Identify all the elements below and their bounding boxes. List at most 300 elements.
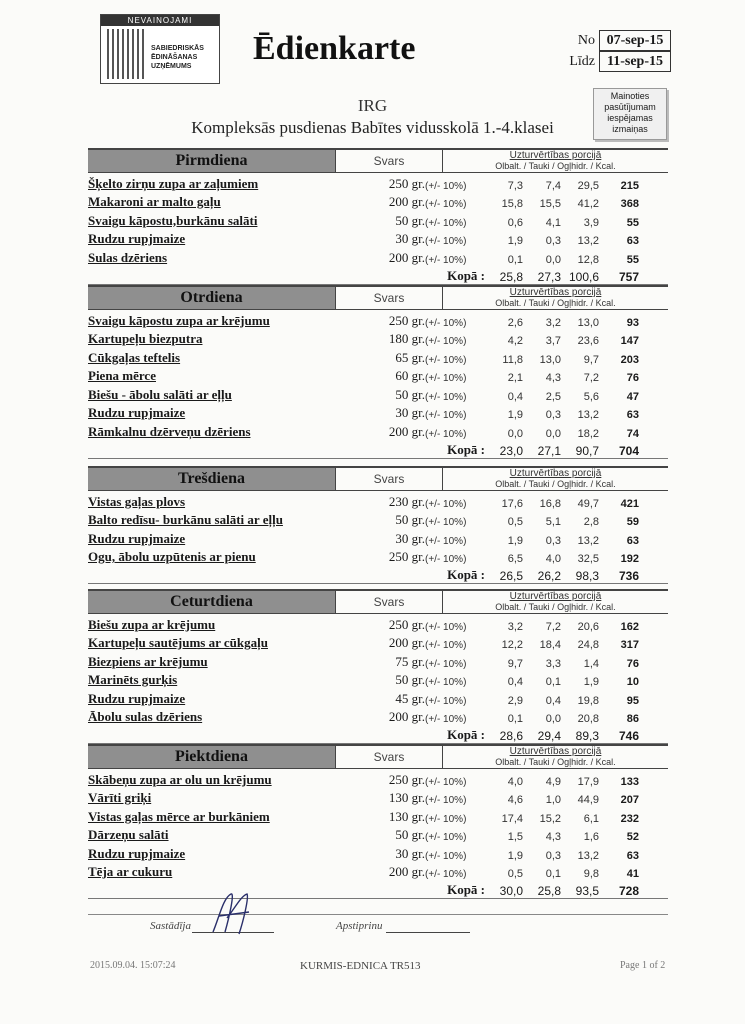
dish-weight: 50 gr. xyxy=(395,512,425,527)
total-label: Kopā : xyxy=(447,727,485,742)
total-label: Kopā : xyxy=(447,267,485,283)
weight-tolerance: (+/- 10%) xyxy=(425,498,467,510)
menu-item-row xyxy=(88,310,668,329)
menu-item-row xyxy=(88,806,668,825)
end-date: 11-sep-15 xyxy=(599,51,671,72)
menu-item-row xyxy=(88,403,668,422)
weight-header: Svars xyxy=(336,468,443,490)
dish-weight: 200 gr. xyxy=(388,194,425,209)
fat-value: 5,1 xyxy=(545,516,561,528)
total-kcal: 704 xyxy=(618,443,639,458)
protein-value: 1,9 xyxy=(507,534,523,547)
dish-name: Vārīti griķi xyxy=(88,790,152,805)
day-total-row xyxy=(88,880,668,899)
kcal-value: 55 xyxy=(626,253,639,266)
dish-name: Tēja ar cukuru xyxy=(88,864,173,879)
sastadija-label: Sastādīja xyxy=(150,920,191,932)
dish-weight: 200 gr. xyxy=(388,249,425,265)
kcal-value: 63 xyxy=(626,235,639,247)
dish-name: Rudzu rupjmaize xyxy=(88,405,186,420)
start-date: 07-sep-15 xyxy=(599,30,671,51)
kcal-value: 421 xyxy=(620,497,639,510)
fat-value: 4,3 xyxy=(545,831,561,843)
weight-tolerance: (+/- 10%) xyxy=(425,336,467,347)
fat-value: 7,2 xyxy=(545,620,561,633)
dish-weight: 45 gr. xyxy=(395,690,425,706)
kcal-value: 76 xyxy=(626,372,639,384)
dish-name: Rudzu rupjmaize xyxy=(88,530,186,546)
dish-name: Vistas gaļas mērce ar burkāniem xyxy=(88,808,270,824)
protein-value: 17,4 xyxy=(501,812,523,825)
dish-name: Kartupeļu biezputra xyxy=(88,331,203,346)
total-kcal: 728 xyxy=(618,884,639,898)
protein-value: 17,6 xyxy=(501,497,523,510)
nutrition-columns: Olbalt. / Tauki / Ogļhidr. / Kcal. xyxy=(495,161,616,171)
day-total-row xyxy=(88,440,668,459)
dish-weight: 250 gr. xyxy=(388,312,425,328)
weight-tolerance: (+/- 10%) xyxy=(425,410,467,421)
nutrition-header xyxy=(443,287,668,309)
menu-item-row xyxy=(88,769,668,788)
dish-name: Biešu zupa ar krējumu xyxy=(88,616,216,632)
protein-value: 2,1 xyxy=(507,372,523,384)
protein-value: 0,5 xyxy=(507,516,523,528)
menu-item-row xyxy=(88,825,668,844)
menu-item-row xyxy=(88,510,668,529)
weight-tolerance: (+/- 10%) xyxy=(425,658,467,670)
total-carbs: 90,7 xyxy=(575,443,599,458)
kcal-value: 95 xyxy=(626,694,639,707)
total-protein: 23,0 xyxy=(499,443,523,458)
day-name: Ceturtdiena xyxy=(88,591,336,613)
dish-weight: 200 gr. xyxy=(388,709,425,724)
nutrition-header xyxy=(443,150,668,172)
logo-line-3: UZŅĒMUMS xyxy=(151,63,192,70)
menu-item-row xyxy=(88,688,668,707)
protein-value: 11,8 xyxy=(502,353,523,366)
total-fat: 29,4 xyxy=(537,729,561,743)
dish-weight: 75 gr. xyxy=(395,653,425,669)
dish-name: Makaroni ar malto gaļu xyxy=(88,194,221,209)
total-label: Kopā : xyxy=(447,441,485,457)
kcal-value: 76 xyxy=(626,657,639,670)
carbs-value: 29,5 xyxy=(577,179,599,192)
carbs-value: 44,9 xyxy=(577,794,599,806)
fat-value: 0,0 xyxy=(545,427,561,440)
protein-value: 3,2 xyxy=(507,620,523,633)
kcal-value: 74 xyxy=(626,427,639,440)
weight-tolerance: (+/- 10%) xyxy=(425,428,467,440)
menu-item-row xyxy=(88,347,668,366)
day-header xyxy=(88,466,668,491)
day-header xyxy=(88,148,668,173)
protein-value: 0,1 xyxy=(507,713,523,725)
protein-value: 1,9 xyxy=(507,849,523,862)
no-label: No xyxy=(577,32,595,48)
total-label: Kopā : xyxy=(447,567,485,582)
dish-weight: 250 gr. xyxy=(388,175,425,191)
menu-item-row xyxy=(88,366,668,385)
total-protein: 30,0 xyxy=(499,884,523,898)
carbs-value: 13,2 xyxy=(577,849,599,862)
fat-value: 0,3 xyxy=(545,235,561,247)
total-kcal: 757 xyxy=(618,269,639,284)
weight-tolerance: (+/- 10%) xyxy=(425,776,467,788)
kcal-value: 63 xyxy=(626,534,639,547)
fat-value: 0,3 xyxy=(545,534,561,547)
carbs-value: 20,8 xyxy=(577,713,599,725)
page-title: Ēdienkarte xyxy=(253,30,416,67)
carbs-value: 5,6 xyxy=(583,390,599,403)
day-section xyxy=(88,589,668,744)
protein-value: 2,6 xyxy=(507,316,523,329)
kcal-value: 52 xyxy=(626,831,639,843)
signature-divider xyxy=(88,914,668,915)
protein-value: 0,5 xyxy=(507,868,523,880)
fat-value: 0,1 xyxy=(545,676,561,688)
kcal-value: 232 xyxy=(620,812,639,825)
apstiprinu-line xyxy=(386,932,470,933)
day-name: Trešdiena xyxy=(88,468,336,490)
fat-value: 16,8 xyxy=(539,497,561,510)
dish-name: Kartupeļu sautējums ar cūkgaļu xyxy=(88,635,268,650)
fat-value: 15,5 xyxy=(539,198,561,210)
company-logo xyxy=(100,14,220,84)
weight-tolerance: (+/- 10%) xyxy=(425,714,467,725)
total-kcal: 746 xyxy=(618,729,639,743)
total-carbs: 93,5 xyxy=(575,884,599,898)
total-fat: 25,8 xyxy=(537,884,561,898)
protein-value: 0,4 xyxy=(507,676,523,688)
weight-tolerance: (+/- 10%) xyxy=(425,795,467,806)
carbs-value: 7,2 xyxy=(583,372,599,384)
nutrition-header xyxy=(443,746,668,768)
kcal-value: 192 xyxy=(620,553,639,565)
total-protein: 28,6 xyxy=(499,729,523,743)
dish-name: Rudzu rupjmaize xyxy=(88,231,186,246)
nutrition-title: Uzturvērtības porcijā xyxy=(509,287,602,298)
dish-name: Šķelto zirņu zupa ar zaļumiem xyxy=(88,175,259,191)
day-name: Otrdiena xyxy=(88,287,336,309)
menu-item-row xyxy=(88,651,668,670)
total-carbs: 100,6 xyxy=(568,269,599,284)
weight-tolerance: (+/- 10%) xyxy=(425,236,467,247)
notice-line: iespējamas xyxy=(607,113,653,123)
fat-value: 15,2 xyxy=(539,812,561,825)
day-section xyxy=(88,285,668,459)
dish-name: Svaigu kāpostu,burkānu salāti xyxy=(88,212,258,228)
carbs-value: 13,2 xyxy=(577,235,599,247)
protein-value: 0,4 xyxy=(507,390,523,403)
fat-value: 0,0 xyxy=(545,253,561,266)
weight-tolerance: (+/- 10%) xyxy=(425,354,467,366)
kcal-value: 10 xyxy=(626,676,639,688)
protein-value: 9,7 xyxy=(507,657,523,670)
nutrition-title: Uzturvērtības porcijā xyxy=(509,468,602,479)
dish-weight: 250 gr. xyxy=(388,549,425,564)
total-carbs: 98,3 xyxy=(575,569,599,583)
fat-value: 4,9 xyxy=(545,775,561,788)
dish-name: Ogu, ābolu uzpūtenis ar pienu xyxy=(88,549,256,564)
day-section xyxy=(88,148,668,285)
carbs-value: 18,2 xyxy=(577,427,599,440)
kcal-value: 55 xyxy=(626,216,639,229)
protein-value: 4,2 xyxy=(507,335,523,347)
dish-weight: 200 gr. xyxy=(388,423,425,439)
protein-value: 0,0 xyxy=(507,427,523,440)
weight-tolerance: (+/- 10%) xyxy=(425,869,467,880)
dish-name: Biešu - ābolu salāti ar eļļu xyxy=(88,386,232,402)
total-fat: 27,3 xyxy=(537,269,561,284)
fat-value: 0,1 xyxy=(545,868,561,880)
dish-name: Rāmkalnu dzērveņu dzēriens xyxy=(88,423,251,439)
day-total-row xyxy=(88,266,668,285)
menu-item-row xyxy=(88,247,668,266)
day-name: Pirmdiena xyxy=(88,150,336,172)
weight-tolerance: (+/- 10%) xyxy=(425,677,467,688)
kcal-value: 86 xyxy=(626,713,639,725)
dish-weight: 200 gr. xyxy=(388,864,425,879)
protein-value: 0,6 xyxy=(507,216,523,229)
dish-name: Skābeņu zupa ar olu un krējumu xyxy=(88,771,272,787)
kcal-value: 63 xyxy=(626,849,639,862)
kcal-value: 41 xyxy=(626,868,639,880)
kcal-value: 207 xyxy=(620,794,639,806)
weight-header: Svars xyxy=(336,591,443,613)
carbs-value: 13,2 xyxy=(577,409,599,421)
fat-value: 1,0 xyxy=(545,794,561,806)
carbs-value: 9,7 xyxy=(583,353,599,366)
fat-value: 0,3 xyxy=(545,849,561,862)
menu-item-row xyxy=(88,384,668,403)
nutrition-title: Uzturvērtības porcijā xyxy=(509,591,602,602)
kcal-value: 93 xyxy=(626,316,639,329)
dish-weight: 50 gr. xyxy=(395,386,425,402)
carbs-value: 49,7 xyxy=(577,497,599,510)
fork-logo-icon xyxy=(107,29,147,79)
carbs-value: 12,8 xyxy=(577,253,599,266)
carbs-value: 24,8 xyxy=(577,639,599,651)
dish-name: Dārzeņu salāti xyxy=(88,827,169,842)
weight-tolerance: (+/- 10%) xyxy=(425,199,467,210)
weight-tolerance: (+/- 10%) xyxy=(425,832,467,843)
day-header xyxy=(88,744,668,769)
nutrition-title: Uzturvērtības porcijā xyxy=(509,150,602,161)
nutrition-title: Uzturvērtības porcijā xyxy=(509,746,602,757)
dish-weight: 250 gr. xyxy=(388,616,425,632)
day-header xyxy=(88,285,668,310)
lidz-label: Līdz xyxy=(569,53,595,69)
menu-item-row xyxy=(88,528,668,547)
protein-value: 4,0 xyxy=(507,775,523,788)
fat-value: 18,4 xyxy=(539,639,561,651)
kcal-value: 59 xyxy=(626,516,639,528)
footer-page: Page 1 of 2 xyxy=(620,960,666,971)
carbs-value: 1,4 xyxy=(583,657,599,670)
protein-value: 1,5 xyxy=(507,831,523,843)
nutrition-columns: Olbalt. / Tauki / Ogļhidr. / Kcal. xyxy=(495,757,616,767)
fat-value: 0,3 xyxy=(545,409,561,421)
weight-tolerance: (+/- 10%) xyxy=(425,180,467,192)
protein-value: 1,9 xyxy=(507,235,523,247)
nutrition-columns: Olbalt. / Tauki / Ogļhidr. / Kcal. xyxy=(495,602,616,612)
weight-tolerance: (+/- 10%) xyxy=(425,850,467,862)
logo-top-text: NEVAINOJAMI xyxy=(101,15,219,26)
menu-item-row xyxy=(88,421,668,440)
carbs-value: 6,1 xyxy=(583,812,599,825)
kcal-value: 147 xyxy=(620,335,639,347)
menu-item-row xyxy=(88,843,668,862)
weight-tolerance: (+/- 10%) xyxy=(425,640,467,651)
carbs-value: 20,6 xyxy=(577,620,599,633)
menu-item-row xyxy=(88,547,668,566)
nutrition-header xyxy=(443,591,668,613)
total-kcal: 736 xyxy=(618,569,639,583)
carbs-value: 1,6 xyxy=(583,831,599,843)
carbs-value: 41,2 xyxy=(577,198,599,210)
menu-item-row xyxy=(88,614,668,633)
dish-weight: 250 gr. xyxy=(388,771,425,787)
handwritten-signature xyxy=(205,888,255,938)
weight-tolerance: (+/- 10%) xyxy=(425,813,467,825)
weight-tolerance: (+/- 10%) xyxy=(425,217,467,229)
kcal-value: 203 xyxy=(620,353,639,366)
menu-item-row xyxy=(88,788,668,807)
logo-line-1: SABIEDRISKĀS xyxy=(151,45,204,52)
protein-value: 0,1 xyxy=(507,253,523,266)
fat-value: 13,0 xyxy=(539,353,561,366)
weight-tolerance: (+/- 10%) xyxy=(425,517,467,528)
weight-tolerance: (+/- 10%) xyxy=(425,373,467,384)
dish-name: Biezpiens ar krējumu xyxy=(88,653,208,669)
kcal-value: 63 xyxy=(626,409,639,421)
menu-item-row xyxy=(88,229,668,248)
dish-weight: 60 gr. xyxy=(395,368,425,383)
fat-value: 3,7 xyxy=(545,335,561,347)
total-carbs: 89,3 xyxy=(575,729,599,743)
dish-name: Vistas gaļas plovs xyxy=(88,493,186,509)
kcal-value: 368 xyxy=(620,198,639,210)
menu-item-row xyxy=(88,491,668,510)
carbs-value: 32,5 xyxy=(577,553,599,565)
fat-value: 0,0 xyxy=(545,713,561,725)
dish-weight: 30 gr. xyxy=(395,530,425,546)
carbs-value: 3,9 xyxy=(583,216,599,229)
fat-value: 4,1 xyxy=(545,216,561,229)
kcal-value: 162 xyxy=(620,620,639,633)
dish-weight: 30 gr. xyxy=(395,845,425,861)
fat-value: 3,2 xyxy=(545,316,561,329)
menu-item-row xyxy=(88,862,668,881)
nutrition-header xyxy=(443,468,668,490)
dish-weight: 180 gr. xyxy=(388,331,425,346)
menu-subtitle: Kompleksās pusdienas Babītes vidusskolā 1.-4.klasei xyxy=(191,118,554,137)
carbs-value: 2,8 xyxy=(583,516,599,528)
organization-name: IRG xyxy=(357,96,388,115)
dish-weight: 130 gr. xyxy=(388,790,425,805)
protein-value: 4,6 xyxy=(507,794,523,806)
menu-item-row xyxy=(88,670,668,689)
notice-line: izmaiņas xyxy=(612,124,648,134)
protein-value: 12,2 xyxy=(501,639,523,651)
carbs-value: 23,6 xyxy=(577,335,599,347)
fat-value: 2,5 xyxy=(545,390,561,403)
carbs-value: 1,9 xyxy=(583,676,599,688)
total-fat: 26,2 xyxy=(537,569,561,583)
footer-timestamp: 2015.09.04. 15:07:24 xyxy=(90,960,176,971)
fat-value: 4,0 xyxy=(545,553,561,565)
notice-line: Mainoties xyxy=(610,91,650,101)
dish-name: Marinēts gurķis xyxy=(88,672,178,687)
notice-line: pasūtījumam xyxy=(604,102,656,112)
total-label: Kopā : xyxy=(447,882,485,897)
dish-weight: 65 gr. xyxy=(395,349,425,365)
dish-name: Rudzu rupjmaize xyxy=(88,690,186,706)
menu-item-row xyxy=(88,210,668,229)
weight-tolerance: (+/- 10%) xyxy=(425,621,467,633)
protein-value: 2,9 xyxy=(507,694,523,707)
dish-name: Balto redīsu- burkānu salāti ar eļļu xyxy=(88,512,283,527)
weight-header: Svars xyxy=(336,746,443,768)
date-range xyxy=(565,30,671,72)
total-protein: 26,5 xyxy=(499,569,523,583)
weight-tolerance: (+/- 10%) xyxy=(425,554,467,565)
logo-line-2: ĒDINĀŠANAS xyxy=(151,54,198,61)
total-fat: 27,1 xyxy=(537,443,561,458)
protein-value: 6,5 xyxy=(507,553,523,565)
carbs-value: 9,8 xyxy=(583,868,599,880)
dish-name: Cūkgaļas teftelis xyxy=(88,349,181,365)
protein-value: 7,3 xyxy=(507,179,523,192)
dish-name: Ābolu sulas dzēriens xyxy=(88,709,203,724)
dish-weight: 200 gr. xyxy=(388,635,425,650)
day-section xyxy=(88,744,668,899)
weight-header: Svars xyxy=(336,287,443,309)
weight-tolerance: (+/- 10%) xyxy=(425,535,467,547)
carbs-value: 13,2 xyxy=(577,534,599,547)
fat-value: 0,4 xyxy=(545,694,561,707)
kcal-value: 215 xyxy=(620,179,639,192)
dish-weight: 30 gr. xyxy=(395,405,425,420)
weight-header: Svars xyxy=(336,150,443,172)
carbs-value: 19,8 xyxy=(577,694,599,707)
dish-name: Rudzu rupjmaize xyxy=(88,845,186,861)
menu-item-row xyxy=(88,192,668,211)
kcal-value: 317 xyxy=(620,639,639,651)
apstiprinu-label: Apstiprinu xyxy=(336,920,383,932)
nutrition-columns: Olbalt. / Tauki / Ogļhidr. / Kcal. xyxy=(495,479,616,489)
footer-center: KURMIS-EDNICA TR513 xyxy=(300,960,421,972)
fat-value: 7,4 xyxy=(545,179,561,192)
fat-value: 3,3 xyxy=(545,657,561,670)
dish-name: Piena mērce xyxy=(88,368,156,383)
dish-weight: 230 gr. xyxy=(388,493,425,509)
total-protein: 25,8 xyxy=(499,269,523,284)
day-name: Piektdiena xyxy=(88,746,336,768)
dish-weight: 50 gr. xyxy=(395,827,425,842)
protein-value: 1,9 xyxy=(507,409,523,421)
carbs-value: 17,9 xyxy=(577,775,599,788)
day-total-row xyxy=(88,565,668,584)
menu-item-row xyxy=(88,173,668,192)
fat-value: 4,3 xyxy=(545,372,561,384)
dish-weight: 30 gr. xyxy=(395,231,425,246)
day-header xyxy=(88,589,668,614)
menu-item-row xyxy=(88,329,668,348)
carbs-value: 13,0 xyxy=(577,316,599,329)
menu-item-row xyxy=(88,707,668,726)
day-total-row xyxy=(88,725,668,744)
